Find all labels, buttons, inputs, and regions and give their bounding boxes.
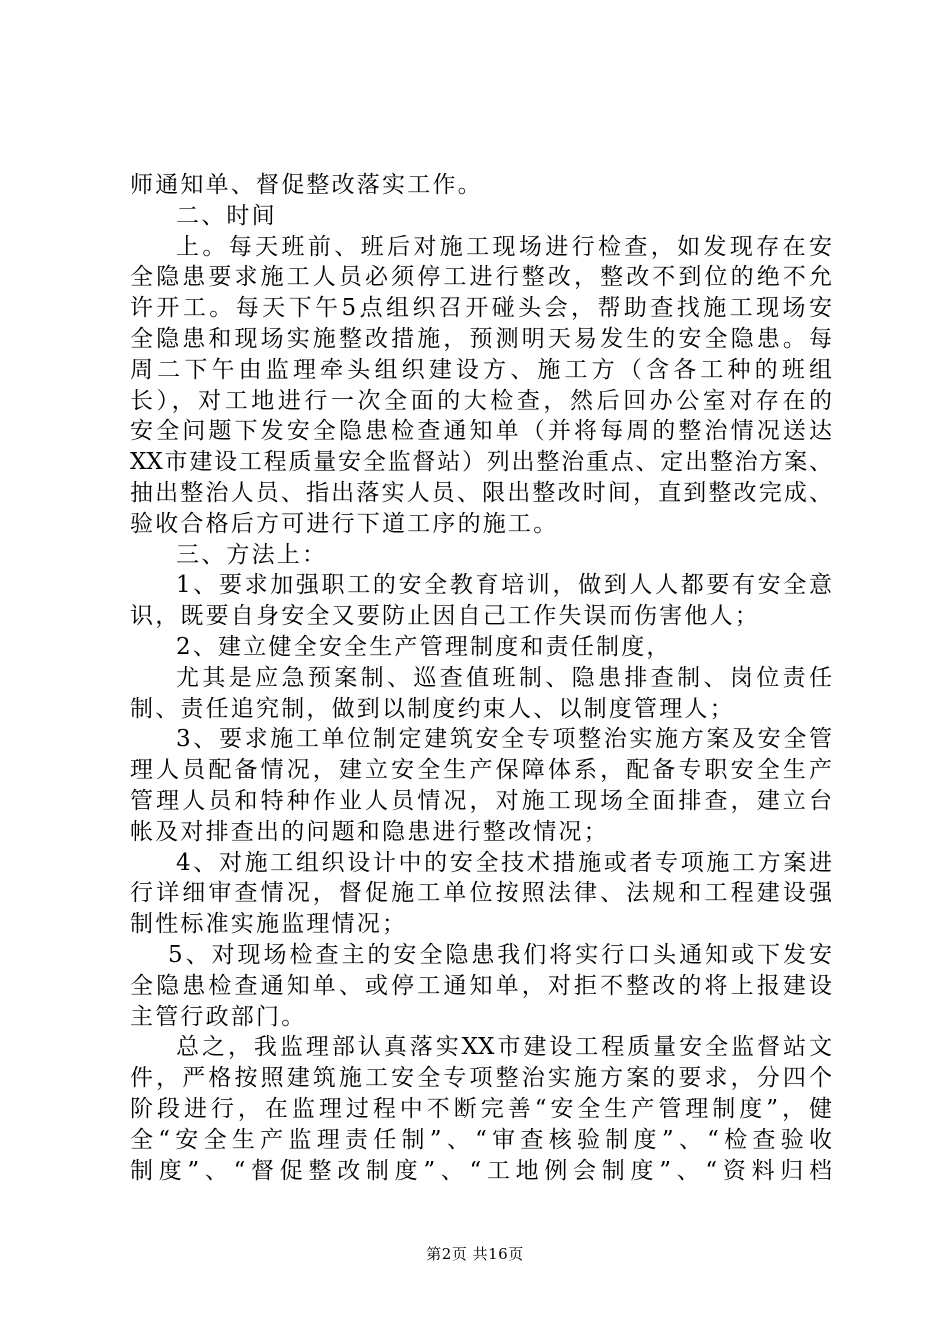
page-number: 第2页 共16页 bbox=[426, 1245, 524, 1263]
text-line: 三、方法上： bbox=[176, 541, 328, 568]
text-line: 全“安全生产监理责任制”、“审查核验制度”、“检查验收 bbox=[130, 1126, 832, 1153]
text-line: 制性标准实施监理情况； bbox=[130, 911, 408, 938]
text-line: 帐及对排查出的问题和隐患进行整改情况； bbox=[130, 818, 609, 845]
text-line: 件，严格按照建筑施工安全专项整治实施方案的要求，分四个 bbox=[130, 1065, 832, 1092]
text-line: 尤其是应急预案制、巡查值班制、隐患排查制、岗位责任 bbox=[176, 664, 832, 691]
text-line: 识，既要自身安全又要防止因自己工作失误而伤害他人； bbox=[130, 603, 760, 630]
text-line: 2、建立健全安全生产管理制度和责任制度， bbox=[176, 633, 672, 660]
text-line: 行详细审查情况，督促施工单位按照法律、法规和工程建设强 bbox=[130, 880, 832, 907]
text-line: 安全问题下发安全隐患检查通知单（并将每周的整治情况送达 bbox=[130, 418, 832, 445]
text-line: XX市建设工程质量安全监督站）列出整治重点、定出整治方案、 bbox=[130, 449, 832, 476]
text-line: 3、要求施工单位制定建筑安全专项整治实施方案及安全管 bbox=[176, 726, 832, 753]
text-line: 长），对工地进行一次全面的大检查，然后回办公室对存在的 bbox=[130, 387, 832, 414]
page-footer bbox=[0, 1243, 950, 1264]
text-line: 许开工。每天下午5点组织召开碰头会，帮助查找施工现场安 bbox=[130, 295, 832, 322]
text-line: 理人员配备情况，建立安全生产保障体系，配备专职安全生产 bbox=[130, 757, 832, 784]
text-line: 全隐患和现场实施整改措施，预测明天易发生的安全隐患。每 bbox=[130, 325, 832, 352]
text-line: 周二下午由监理牵头组织建设方、施工方（含各工种的班组 bbox=[130, 356, 832, 383]
text-line: 二、时间 bbox=[176, 202, 277, 229]
text-line: 5、对现场检查主的安全隐患我们将实行口头通知或下发安 bbox=[168, 941, 832, 968]
text-line: 全隐患检查通知单、或停工通知单，对拒不整改的将上报建设 bbox=[130, 972, 832, 999]
text-line: 主管行政部门。 bbox=[130, 1003, 307, 1030]
text-line: 师通知单、督促整改落实工作。 bbox=[130, 172, 483, 198]
text-line: 全隐患要求施工人员必须停工进行整改，整改不到位的绝不允 bbox=[130, 264, 832, 291]
text-line: 抽出整治人员、指出落实人员、限出整改时间，直到整改完成、 bbox=[130, 479, 832, 506]
text-line: 制、责任追究制，做到以制度约束人、以制度管理人； bbox=[130, 695, 735, 722]
document-body bbox=[130, 170, 832, 1186]
text-line: 总之，我监理部认真落实XX市建设工程质量安全监督站文 bbox=[176, 1034, 832, 1061]
text-line: 管理人员和特种作业人员情况，对施工现场全面排查，建立台 bbox=[130, 787, 832, 814]
text-line: 制度”、“督促整改制度”、“工地例会制度”、“资料归档 bbox=[130, 1157, 832, 1184]
text-line: 4、对施工组织设计中的安全技术措施或者专项施工方案进 bbox=[176, 849, 832, 876]
text-line: 阶段进行，在监理过程中不断完善“安全生产管理制度”，健 bbox=[130, 1095, 832, 1122]
text-line: 上。每天班前、班后对施工现场进行检查，如发现存在安 bbox=[176, 233, 832, 260]
text-line: 验收合格后方可进行下道工序的施工。 bbox=[130, 510, 559, 537]
text-line: 1、要求加强职工的安全教育培训，做到人人都要有安全意 bbox=[176, 572, 832, 599]
